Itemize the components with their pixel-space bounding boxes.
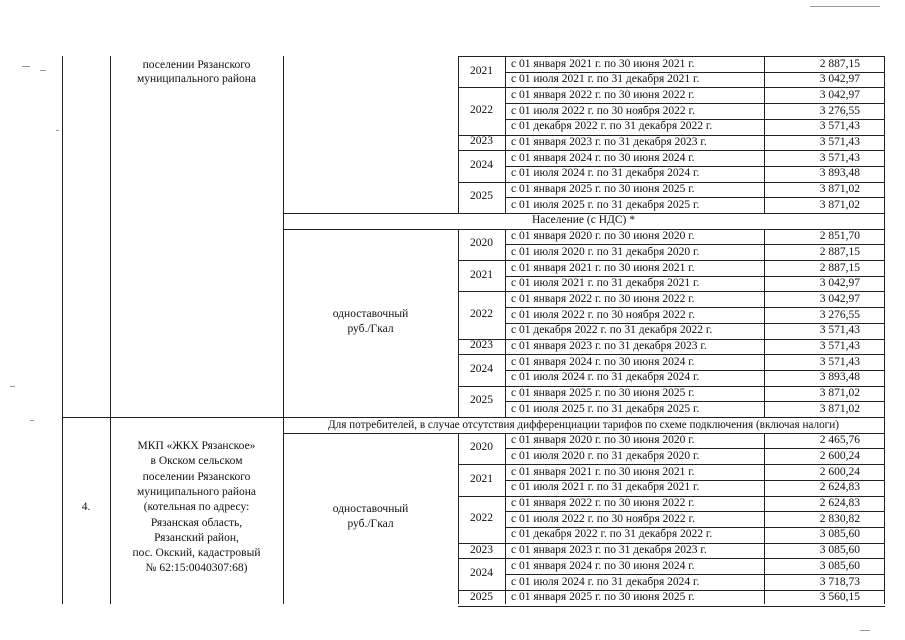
year-cell: 2025 <box>470 190 493 202</box>
organization-name-line: в Окском сельском <box>150 455 243 467</box>
period-cell: с 01 июля 2022 г. по 30 ноября 2022 г. <box>511 309 695 321</box>
year-cell: 2025 <box>470 591 493 603</box>
tariff-value-cell: 3 276,55 <box>819 105 860 117</box>
year-rule <box>458 464 885 465</box>
year-cell: 2022 <box>470 308 493 320</box>
column-rule <box>458 56 459 214</box>
tariff-value-cell: 3 085,60 <box>819 544 860 556</box>
tariff-value-cell: 3 571,43 <box>819 136 860 148</box>
period-cell: с 01 января 2025 г. по 30 июня 2025 г. <box>511 387 695 399</box>
period-cell: с 01 января 2024 г. по 30 июня 2024 г. <box>511 560 695 572</box>
period-cell: с 01 декабря 2022 г. по 31 декабря 2022 г. <box>511 120 713 132</box>
tariff-value-cell: 3 718,73 <box>819 576 860 588</box>
tariff-value-cell: 2 887,15 <box>819 58 860 70</box>
tariff-type-label: руб./Гкал <box>347 518 394 530</box>
period-cell: с 01 января 2024 г. по 30 июня 2024 г. <box>511 356 695 368</box>
tariff-value-cell: 3 893,48 <box>819 167 860 179</box>
year-rule <box>458 558 885 559</box>
period-cell: с 01 июля 2022 г. по 30 ноября 2022 г. <box>511 513 695 525</box>
year-cell: 2023 <box>470 135 493 147</box>
column-rule <box>764 229 765 418</box>
tariff-value-cell: 2 624,83 <box>819 497 860 509</box>
year-rule <box>458 87 885 88</box>
period-rule <box>505 244 885 245</box>
block-top-rule <box>458 56 885 57</box>
tariff-value-cell: 3 571,43 <box>819 356 860 368</box>
year-cell: 2021 <box>470 269 493 281</box>
period-cell: с 01 января 2020 г. по 30 июня 2020 г. <box>511 434 695 446</box>
tariff-value-cell: 3 042,97 <box>819 89 860 101</box>
period-cell: с 01 января 2021 г. по 30 июня 2021 г. <box>511 262 695 274</box>
tariff-value-cell: 2 624,83 <box>819 481 860 493</box>
organization-name-line: поселении Рязанского <box>142 59 251 71</box>
year-rule <box>458 150 885 151</box>
column-rule <box>505 433 506 604</box>
period-cell: с 01 декабря 2022 г. по 31 декабря 2022 г. <box>511 324 713 336</box>
tariff-type-label: одноставочный <box>332 308 409 320</box>
column-rule <box>458 229 459 418</box>
period-cell: с 01 июля 2020 г. по 31 декабря 2020 г. <box>511 246 700 258</box>
column-rule <box>884 56 885 604</box>
organization-name-line: № 62:15:0040307:68) <box>145 562 248 574</box>
tariff-value-cell: 3 571,43 <box>819 340 860 352</box>
section-header-population: Население (с НДС) * <box>532 214 635 226</box>
year-cell: 2023 <box>470 544 493 556</box>
year-cell: 2020 <box>470 237 493 249</box>
period-cell: с 01 июля 2021 г. по 31 декабря 2021 г. <box>511 73 700 85</box>
tariff-value-cell: 2 600,24 <box>819 450 860 462</box>
tariff-value-cell: 3 560,15 <box>819 591 860 603</box>
period-cell: с 01 января 2025 г. по 30 июня 2025 г. <box>511 183 695 195</box>
scan-artifact <box>30 420 34 421</box>
period-cell: с 01 июля 2021 г. по 31 декабря 2021 г. <box>511 277 700 289</box>
organization-name-line: муниципального района <box>137 73 256 85</box>
period-rule <box>505 307 885 308</box>
column-rule <box>283 56 284 604</box>
year-cell: 2021 <box>470 65 493 77</box>
period-cell: с 01 июля 2024 г. по 31 декабря 2024 г. <box>511 167 700 179</box>
scan-artifact <box>860 630 870 631</box>
column-rule <box>62 56 63 604</box>
period-cell: с 01 января 2025 г. по 30 июня 2025 г. <box>511 591 695 603</box>
period-cell: с 01 июля 2022 г. по 30 ноября 2022 г. <box>511 105 695 117</box>
tariff-value-cell: 3 871,02 <box>819 403 860 415</box>
year-cell: 2023 <box>470 339 493 351</box>
period-cell: с 01 января 2020 г. по 30 июня 2020 г. <box>511 230 695 242</box>
period-cell: с 01 января 2023 г. по 31 декабря 2023 г. <box>511 340 707 352</box>
year-rule <box>458 260 885 261</box>
period-cell: с 01 июля 2025 г. по 31 декабря 2025 г. <box>511 403 700 415</box>
tariff-value-cell: 3 871,02 <box>819 183 860 195</box>
scan-artifact <box>56 130 59 131</box>
year-cell: 2025 <box>470 394 493 406</box>
period-cell: с 01 июля 2025 г. по 31 декабря 2025 г. <box>511 199 700 211</box>
period-rule <box>505 103 885 104</box>
year-rule <box>458 354 885 355</box>
tariff-type-label: руб./Гкал <box>347 323 394 335</box>
scan-artifact <box>810 6 880 7</box>
column-rule <box>458 433 459 604</box>
period-cell: с 01 июля 2020 г. по 31 декабря 2020 г. <box>511 450 700 462</box>
column-rule <box>505 229 506 418</box>
organization-name-line: муниципального района <box>137 486 256 498</box>
period-rule <box>505 511 885 512</box>
tariff-value-cell: 3 042,97 <box>819 73 860 85</box>
period-cell: с 01 июля 2024 г. по 31 декабря 2024 г. <box>511 371 700 383</box>
period-cell: с 01 января 2021 г. по 30 июня 2021 г. <box>511 58 695 70</box>
year-rule <box>458 606 885 607</box>
period-cell: с 01 января 2021 г. по 30 июня 2021 г. <box>511 466 695 478</box>
period-cell: с 01 января 2023 г. по 31 декабря 2023 г. <box>511 544 707 556</box>
tariff-value-cell: 3 085,60 <box>819 528 860 540</box>
year-cell: 2024 <box>470 159 493 171</box>
organization-name-line: Рязанский район, <box>154 532 239 544</box>
year-cell: 2022 <box>470 104 493 116</box>
period-cell: с 01 января 2022 г. по 30 июня 2022 г. <box>511 497 695 509</box>
tariff-value-cell: 2 887,15 <box>819 246 860 258</box>
column-rule <box>764 433 765 604</box>
tariff-value-cell: 3 571,43 <box>819 324 860 336</box>
row-number: 4. <box>81 501 91 513</box>
column-rule <box>764 56 765 214</box>
tariff-value-cell: 3 571,43 <box>819 120 860 132</box>
tariff-value-cell: 2 851,70 <box>819 230 860 242</box>
tariff-value-cell: 2 887,15 <box>819 262 860 274</box>
period-cell: с 01 января 2022 г. по 30 июня 2022 г. <box>511 293 695 305</box>
period-rule <box>505 197 885 198</box>
period-rule <box>505 574 885 575</box>
period-rule <box>505 448 885 449</box>
tariff-value-cell: 3 085,60 <box>819 560 860 572</box>
tariff-value-cell: 3 042,97 <box>819 293 860 305</box>
period-cell: с 01 декабря 2022 г. по 31 декабря 2022 г. <box>511 528 713 540</box>
tariff-value-cell: 3 871,02 <box>819 387 860 399</box>
year-cell: 2021 <box>470 473 493 485</box>
organization-name-line: МКП «ЖКХ Рязанское» <box>137 440 256 452</box>
period-cell: с 01 июля 2021 г. по 31 декабря 2021 г. <box>511 481 700 493</box>
column-rule <box>505 56 506 214</box>
organization-name-line: поселении Рязанского <box>142 471 251 483</box>
tariff-value-cell: 3 871,02 <box>819 199 860 211</box>
tariff-value-cell: 3 276,55 <box>819 309 860 321</box>
scan-artifact <box>10 386 15 387</box>
period-cell: с 01 января 2024 г. по 30 июня 2024 г. <box>511 152 695 164</box>
year-cell: 2020 <box>470 441 493 453</box>
year-rule <box>458 291 885 292</box>
period-cell: с 01 января 2022 г. по 30 июня 2022 г. <box>511 89 695 101</box>
tariff-value-cell: 3 893,48 <box>819 371 860 383</box>
column-rule <box>110 56 111 604</box>
scan-artifact <box>40 70 46 71</box>
tariff-value-cell: 3 042,97 <box>819 277 860 289</box>
tariff-value-cell: 2 600,24 <box>819 466 860 478</box>
tariff-value-cell: 2 465,76 <box>819 434 860 446</box>
year-cell: 2022 <box>470 512 493 524</box>
period-cell: с 01 июля 2024 г. по 31 декабря 2024 г. <box>511 576 700 588</box>
period-rule <box>505 401 885 402</box>
row-rule <box>62 417 885 418</box>
organization-name-line: пос. Окский, кадастровый <box>132 547 261 559</box>
tariff-value-cell: 2 830,82 <box>819 513 860 525</box>
organization-name-line: Рязанская область, <box>150 517 243 529</box>
organization-name-line: (котельная по адресу: <box>143 501 250 513</box>
year-cell: 2024 <box>470 363 493 375</box>
tariff-type-label: одноставочный <box>332 503 409 515</box>
section-header-consumers: Для потребителей, в случае отсутствия дифференциации тарифов по схеме подключения (включая налоги) <box>328 419 839 431</box>
year-cell: 2024 <box>470 567 493 579</box>
scan-artifact <box>22 66 30 67</box>
tariff-value-cell: 3 571,43 <box>819 152 860 164</box>
period-cell: с 01 января 2023 г. по 31 декабря 2023 г. <box>511 136 707 148</box>
